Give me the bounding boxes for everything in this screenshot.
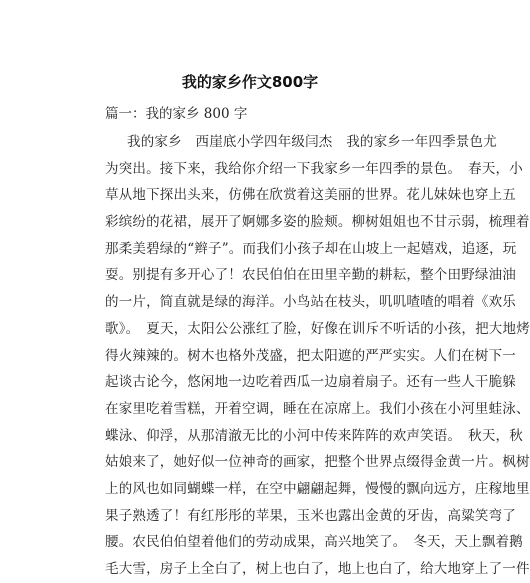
text-line: 姑娘来了，她好似一位神奇的画家，把整个世界点缀得金黄一片。枫树 [105, 454, 530, 471]
text-line: 毛大雪，房子上全白了，树上也白了，地上也白了，给大地穿上了一件 [105, 561, 530, 577]
text-line: 在家里吃着雪糕，开着空调，睡在在凉席上。我们小孩在小河里蛙泳、 [105, 400, 530, 417]
section-heading: 篇一：我的家乡 800 字 [105, 106, 248, 122]
text-line: 上的风也如同蝴蝶一样，在空中翩翩起舞，慢慢的飘向远方，庄稼地里 [105, 480, 530, 497]
text-line: 的一片，简直就是绿的海洋。小鸟站在枝头，叽叽喳喳的唱着《欢乐 [105, 294, 516, 311]
text-line: 草从地下探出头来，仿佛在欣赏着这美丽的世界。花儿妹妹也穿上五 [105, 187, 516, 204]
text-line: 我的家乡 西崖底小学四年级闫杰 我的家乡一年四季景色尤 [127, 134, 497, 150]
page-title: 我的家乡作文800字 [181, 73, 319, 91]
text-line: 蝶泳、仰浮，从那清澈无比的小河中传来阵阵的欢声笑语。 秋天，秋 [105, 427, 523, 444]
text-line: 起谈古论今，悠闲地一边吃着西瓜一边扇着扇子。还有一些人干脆躲 [105, 374, 516, 391]
text-line: 耍。别提有多开心了！农民伯伯在田里辛勤的耕耘，整个田野绿油油 [105, 267, 516, 284]
text-line: 得火辣辣的。树木也格外茂盛，把太阳遮的严严实实。人们在树下一 [105, 347, 516, 364]
text-line: 果子熟透了！有红彤彤的苹果，玉米也露出金黄的牙齿，高粱笑弯了 [105, 507, 516, 524]
essay-body [105, 129, 530, 583]
text-line: 腰。农民伯伯望着他们的劳动成果，高兴地笑了。 冬天，天上飘着鹅 [105, 534, 523, 551]
text-line: 歌》。 夏天，太阳公公涨红了脸，好像在训斥不听话的小孩，把大地烤 [105, 320, 530, 337]
text-line: 彩缤纷的花裙，展开了婀娜多姿的脸颊。柳树姐姐也不甘示弱，梳理着 [105, 214, 530, 231]
text-line: 那柔美碧绿的“辫子”。而我们小孩子却在山坡上一起嬉戏，追逐，玩 [105, 240, 517, 257]
text-line: 为突出。接下来，我给你介绍一下我家乡一年四季的景色。 春天，小 [105, 160, 523, 177]
